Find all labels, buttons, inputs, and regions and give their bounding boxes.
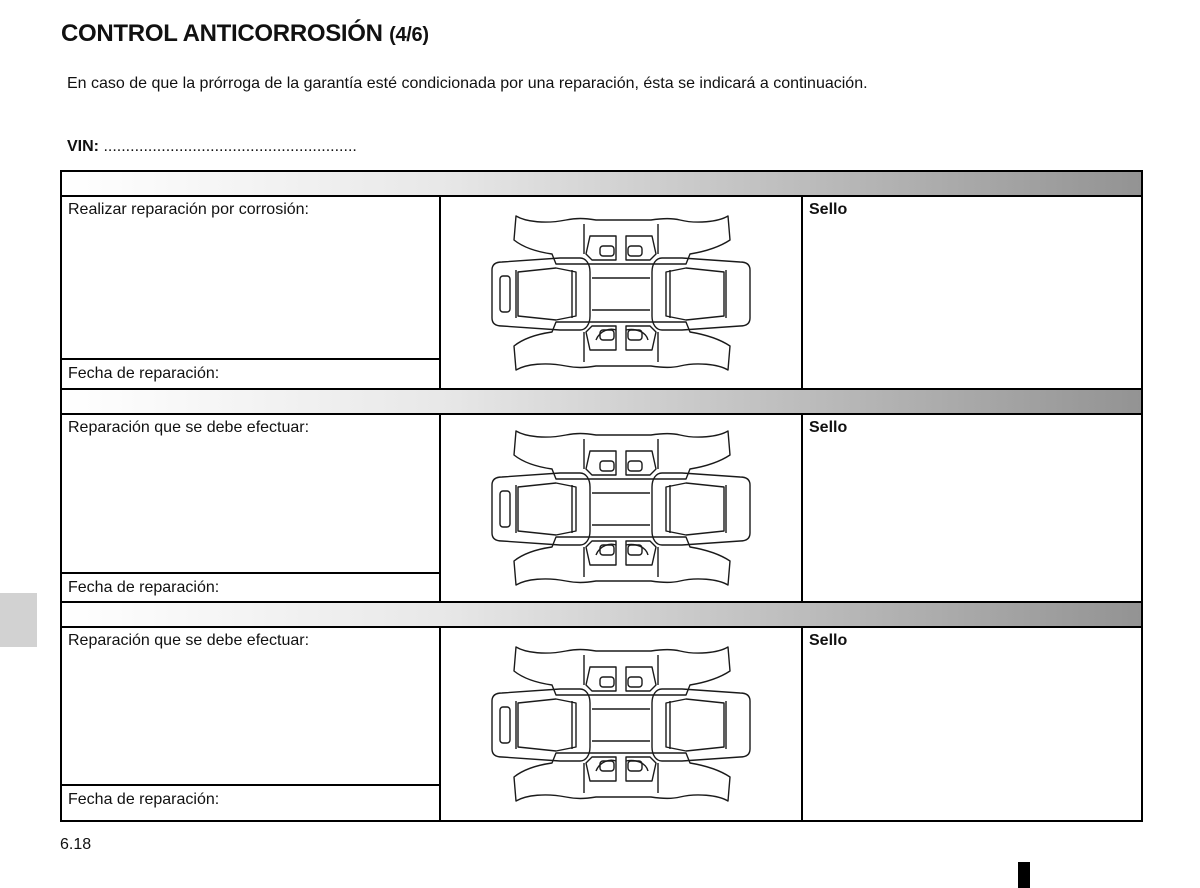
repair-date-cell[interactable] bbox=[61, 785, 440, 821]
repair-description-label: Reparación que se debe efectuar: bbox=[68, 632, 310, 650]
section-header-band bbox=[61, 389, 1142, 414]
repair-description-cell[interactable] bbox=[61, 627, 440, 784]
section-band bbox=[61, 171, 1142, 196]
stamp-cell[interactable] bbox=[802, 627, 1142, 821]
section-row bbox=[61, 414, 1142, 572]
page-title-part: (4/6) bbox=[389, 24, 429, 46]
repair-date-label: Fecha de reparación: bbox=[68, 364, 220, 382]
section-header-band bbox=[61, 602, 1142, 627]
repair-description-cell[interactable] bbox=[61, 196, 440, 359]
section-row bbox=[61, 627, 1142, 784]
repair-description-label: Realizar reparación por corrosión: bbox=[68, 201, 309, 219]
intro-text: En caso de que la prórroga de la garantía esté condicionada por una reparación, ésta se indicará a continuación. bbox=[67, 75, 868, 92]
stamp-cell[interactable] bbox=[802, 414, 1142, 602]
section-header-band bbox=[61, 171, 1142, 196]
repair-description-label: Reparación que se debe efectuar: bbox=[68, 419, 310, 437]
car-body-diagram bbox=[486, 643, 756, 805]
repair-date-cell[interactable] bbox=[61, 359, 440, 389]
stamp-cell[interactable] bbox=[802, 196, 1142, 389]
section-band bbox=[61, 389, 1142, 414]
page-title bbox=[61, 20, 429, 48]
vin-dotted-field[interactable]: ......................................................... bbox=[103, 138, 357, 155]
page-title-main: CONTROL ANTICORROSIÓN bbox=[61, 20, 383, 47]
chapter-side-tab bbox=[0, 593, 37, 647]
repair-date-label: Fecha de reparación: bbox=[68, 790, 220, 808]
page-edge-marker bbox=[1018, 862, 1030, 888]
page-number: 6.18 bbox=[60, 836, 92, 853]
repair-date-label: Fecha de reparación: bbox=[68, 578, 220, 596]
car-diagram-cell[interactable] bbox=[440, 196, 802, 389]
stamp-label: Sello bbox=[809, 201, 848, 219]
car-diagram-cell[interactable] bbox=[440, 627, 802, 821]
vin-line bbox=[67, 138, 357, 156]
car-body-diagram bbox=[486, 427, 756, 589]
stamp-label: Sello bbox=[809, 632, 848, 650]
repair-record-table bbox=[60, 170, 1143, 822]
stamp-label: Sello bbox=[809, 419, 848, 437]
repair-date-cell[interactable] bbox=[61, 573, 440, 602]
section-band bbox=[61, 602, 1142, 627]
vin-label: VIN: bbox=[67, 138, 99, 155]
car-diagram-cell[interactable] bbox=[440, 414, 802, 602]
car-body-diagram bbox=[486, 212, 756, 374]
repair-description-cell[interactable] bbox=[61, 414, 440, 572]
section-row bbox=[61, 196, 1142, 359]
